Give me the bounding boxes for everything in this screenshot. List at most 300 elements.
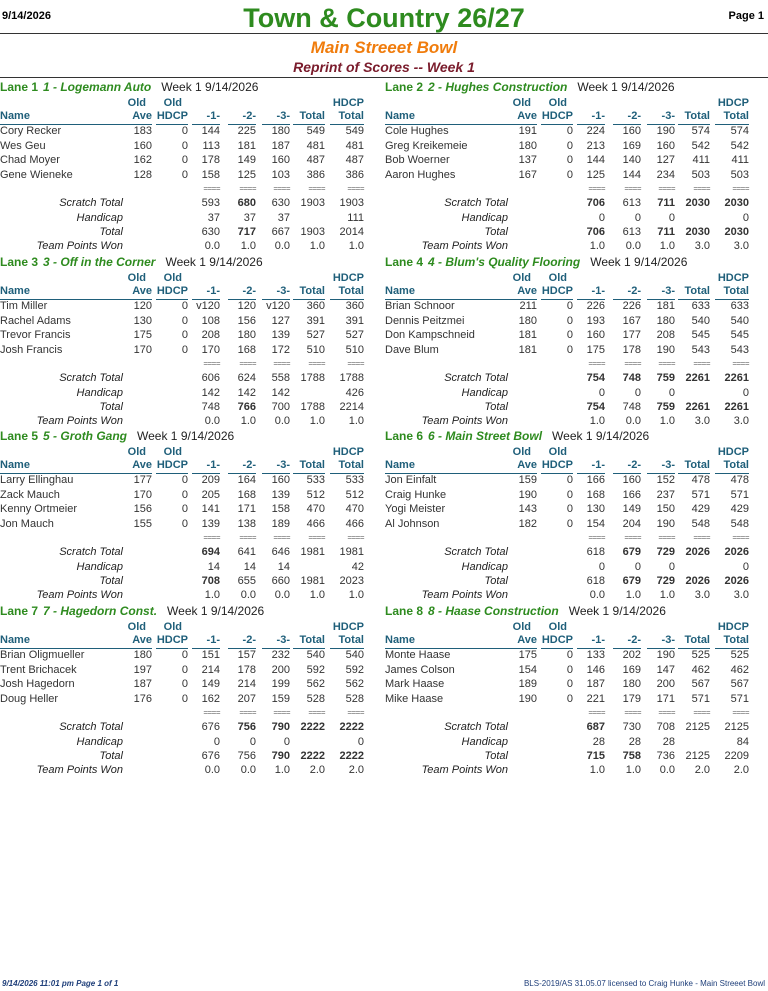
scratch-g1: 676 — [201, 721, 220, 733]
lane-number: Lane 2 — [385, 80, 424, 94]
bowler-g3: 237 — [656, 488, 675, 501]
bowler-g1: 166 — [586, 474, 605, 486]
col-game3-header: -3- — [262, 110, 290, 125]
handicap-label: Handicap — [76, 212, 123, 224]
scratch-g3: 708 — [656, 721, 675, 733]
bowler-g3: 181 — [656, 300, 675, 312]
bowler-ave: 182 — [518, 517, 537, 530]
handicap-label: Handicap — [461, 736, 508, 748]
lane-number: Lane 3 — [0, 255, 39, 269]
bowler-g3: 200 — [271, 663, 290, 676]
scratch-g3: 646 — [271, 546, 290, 558]
col-name-header: Name — [0, 634, 124, 649]
bowler-tot: 571 — [691, 692, 710, 705]
bowler-hdcp: 0 — [566, 125, 573, 137]
bowler-g1: v120 — [196, 300, 220, 312]
scratch-tot: 2026 — [685, 546, 710, 558]
handicap-htot: 111 — [347, 212, 364, 224]
bowler-name: Mark Haase — [385, 678, 445, 690]
points-g3: 1.0 — [659, 240, 675, 252]
bowler-g1: 146 — [586, 663, 605, 676]
bowler-hdcp: 0 — [566, 488, 573, 501]
points-tot: 3.0 — [694, 415, 710, 427]
bowler-htot: 391 — [345, 314, 364, 327]
bowler-htot: 542 — [730, 139, 749, 152]
bowler-g2: 180 — [237, 329, 256, 341]
separator: ==== — [239, 533, 256, 542]
bowler-g2: 204 — [622, 517, 641, 530]
handicap-g2: 0 — [634, 561, 641, 573]
bowler-name: Don Kampschneid — [385, 329, 475, 341]
bowler-ave: 176 — [133, 692, 152, 705]
col-old-hdcp-header: Old — [163, 446, 182, 458]
col-name-header: Name — [385, 459, 509, 474]
scratch-label: Scratch Total — [444, 372, 508, 384]
bowler-g2: 171 — [237, 503, 256, 515]
total-g2: 756 — [237, 750, 256, 762]
bowler-ave: 175 — [518, 649, 537, 661]
bowler-g2: 169 — [622, 663, 641, 676]
bowler-tot: 567 — [691, 678, 710, 690]
separator: ==== — [732, 708, 749, 717]
points-g1: 0.0 — [204, 764, 220, 776]
separator: ==== — [588, 708, 605, 717]
col-game2-header: -2- — [613, 110, 641, 125]
bowler-htot: 478 — [730, 474, 749, 486]
col-old-hdcp-header: Old — [163, 97, 182, 109]
bowler-g1: 178 — [201, 154, 220, 166]
lane-header — [385, 604, 666, 618]
scratch-htot: 1788 — [339, 372, 364, 384]
bowler-g2: 225 — [237, 125, 256, 137]
col-hdcp-total2-header: Total — [715, 285, 749, 300]
col-game3-header: -3- — [647, 110, 675, 125]
points-label: Team Points Won — [421, 764, 508, 776]
bowler-g2: 156 — [237, 314, 256, 327]
handicap-g1: 0 — [598, 212, 605, 224]
bowler-hdcp: 0 — [181, 168, 188, 181]
bowler-g3: 160 — [271, 154, 290, 166]
bowler-htot: 540 — [345, 649, 364, 661]
bowler-g2: 120 — [237, 300, 256, 312]
bowler-ave: 187 — [133, 678, 152, 690]
col-ave-header: Ave — [509, 634, 537, 649]
scratch-g1: 606 — [201, 372, 220, 384]
separator: ==== — [588, 359, 605, 368]
total-g3: 700 — [271, 401, 290, 413]
week-date: Week 1 9/14/2026 — [137, 429, 235, 443]
bowler-g3: 160 — [271, 474, 290, 486]
bowler-tot: 512 — [306, 488, 325, 501]
bowler-g3: 232 — [271, 649, 290, 661]
col-total-header: Total — [678, 459, 710, 474]
total-label: Total — [99, 575, 123, 587]
bowler-g1: 160 — [586, 329, 605, 341]
lane-block — [385, 429, 757, 603]
bowler-g3: 139 — [271, 488, 290, 501]
bowler-name: Wes Geu — [0, 139, 46, 152]
bowler-hdcp: 0 — [181, 154, 188, 166]
team-name: 5 - Groth Gang — [43, 429, 128, 443]
col-name-header: Name — [0, 285, 124, 300]
separator: ==== — [203, 359, 220, 368]
bowler-ave: 137 — [518, 154, 537, 166]
col-total-header: Total — [293, 459, 325, 474]
bowler-g3: 171 — [656, 692, 675, 705]
bowler-hdcp: 0 — [566, 168, 573, 181]
points-label: Team Points Won — [36, 589, 123, 601]
separator: ==== — [588, 184, 605, 193]
scratch-g1: 754 — [586, 372, 605, 384]
handicap-g2: 0 — [249, 736, 256, 748]
bowler-g3: 189 — [271, 517, 290, 530]
col-game2-header: -2- — [613, 634, 641, 649]
lane-number: Lane 5 — [0, 429, 39, 443]
bowler-htot: 386 — [345, 168, 364, 181]
bowler-name: Trevor Francis — [0, 329, 71, 341]
bowler-name: Brian Schnoor — [385, 300, 455, 312]
handicap-htot: 0 — [742, 212, 749, 224]
bowler-name: Larry Ellinghau — [0, 474, 74, 486]
handicap-htot: 426 — [345, 387, 364, 399]
bowler-hdcp: 0 — [181, 663, 188, 676]
scratch-g2: 680 — [237, 197, 256, 209]
bowler-tot: 478 — [691, 474, 710, 486]
total-g1: 706 — [586, 226, 605, 238]
points-g2: 1.0 — [240, 240, 256, 252]
center-name: Main Streeet Bowl — [310, 38, 458, 57]
total-label: Total — [484, 226, 508, 238]
week-date: Week 1 9/14/2026 — [590, 255, 688, 269]
bowler-hdcp: 0 — [566, 343, 573, 356]
lane-number: Lane 1 — [0, 80, 39, 94]
handicap-g3: 0 — [283, 736, 290, 748]
scratch-htot: 1903 — [339, 197, 364, 209]
scratch-label: Scratch Total — [59, 372, 123, 384]
bowler-ave: 190 — [518, 692, 537, 705]
bowler-g2: 168 — [237, 488, 256, 501]
handicap-tot — [285, 735, 325, 749]
col-ave-header: Ave — [124, 110, 152, 125]
total-htot: 2030 — [724, 226, 749, 238]
bowler-name: Aaron Hughes — [385, 168, 456, 181]
bowler-hdcp: 0 — [566, 503, 573, 515]
col-old-hdcp-header: Old — [163, 272, 182, 284]
handicap-g1: 37 — [207, 212, 220, 224]
handicap-g1: 0 — [598, 387, 605, 399]
scratch-tot: 1981 — [300, 546, 325, 558]
bowler-htot: 545 — [730, 329, 749, 341]
scratch-g2: 641 — [237, 546, 256, 558]
col-hdcp-header: HDCP — [156, 459, 188, 474]
bowler-ave: 180 — [518, 314, 537, 327]
lane-block — [0, 80, 372, 254]
handicap-g2: 14 — [243, 561, 256, 573]
separator: ==== — [624, 184, 641, 193]
bowler-htot: 510 — [345, 343, 364, 356]
col-total-header: Total — [293, 110, 325, 125]
bowler-tot: 543 — [691, 343, 710, 356]
bowler-g2: 138 — [237, 517, 256, 530]
col-hdcp-header: HDCP — [156, 285, 188, 300]
col-game2-header: -2- — [228, 459, 256, 474]
bowler-g2: 157 — [237, 649, 256, 661]
bowler-htot: 429 — [730, 503, 749, 515]
bowler-tot: 540 — [306, 649, 325, 661]
handicap-g3: 37 — [277, 212, 290, 224]
col-old-ave-header: Old — [127, 446, 146, 458]
scratch-g3: 790 — [271, 721, 290, 733]
col-old-ave-header: Old — [512, 446, 531, 458]
bowler-g3: 150 — [656, 503, 675, 515]
bowler-hdcp: 0 — [566, 474, 573, 486]
col-hdcp-total-header: HDCP — [717, 446, 749, 458]
bowler-name: Doug Heller — [0, 692, 59, 705]
bowler-g3: 199 — [271, 678, 290, 690]
bowler-g1: 168 — [586, 488, 605, 501]
col-game1-header: -1- — [577, 459, 605, 474]
col-old-hdcp-header: Old — [163, 621, 182, 633]
col-total-header: Total — [678, 285, 710, 300]
total-label: Total — [99, 226, 123, 238]
bowler-name: Yogi Meister — [385, 503, 446, 515]
bowler-g1: 144 — [201, 125, 220, 137]
scratch-g2: 624 — [237, 372, 256, 384]
scratch-tot: 2222 — [300, 721, 325, 733]
bowler-name: Tim Miller — [0, 300, 48, 312]
bowler-tot: 525 — [691, 649, 710, 661]
separator: ==== — [203, 708, 220, 717]
bowler-g1: 224 — [586, 125, 605, 137]
col-game2-header: -2- — [228, 110, 256, 125]
col-game3-header: -3- — [262, 459, 290, 474]
scratch-label: Scratch Total — [59, 721, 123, 733]
scratch-label: Scratch Total — [444, 197, 508, 209]
bowler-g3: 172 — [271, 343, 290, 356]
bowler-g3: 190 — [656, 125, 675, 137]
team-name: 2 - Hughes Construction — [428, 80, 568, 94]
bowler-tot: 548 — [691, 517, 710, 530]
bowler-htot: 470 — [345, 503, 364, 515]
col-old-ave-header: Old — [512, 97, 531, 109]
scratch-htot: 1981 — [339, 546, 364, 558]
separator: ==== — [203, 533, 220, 542]
handicap-tot — [670, 386, 710, 400]
bowler-htot: 411 — [731, 154, 749, 166]
col-game2-header: -2- — [228, 634, 256, 649]
bowler-hdcp: 0 — [566, 314, 573, 327]
scratch-tot: 2261 — [685, 372, 710, 384]
lane-header — [0, 604, 264, 618]
bowler-htot: 592 — [345, 663, 364, 676]
separator: ==== — [693, 359, 710, 368]
scratch-g2: 756 — [237, 721, 256, 733]
col-name-header: Name — [385, 285, 509, 300]
col-game1-header: -1- — [577, 634, 605, 649]
bowler-g1: 205 — [201, 488, 220, 501]
scratch-htot: 2125 — [724, 721, 749, 733]
week-date: Week 1 9/14/2026 — [165, 255, 263, 269]
separator: ==== — [347, 359, 364, 368]
scratch-g1: 694 — [201, 546, 220, 558]
col-hdcp-total-header: HDCP — [332, 97, 364, 109]
points-g2: 0.0 — [625, 415, 641, 427]
separator: ==== — [273, 359, 290, 368]
bowler-g1: 214 — [201, 663, 220, 676]
handicap-label: Handicap — [461, 561, 508, 573]
bowler-g2: 144 — [622, 168, 641, 181]
team-name: 6 - Main Street Bowl — [428, 429, 543, 443]
total-g3: 667 — [271, 226, 290, 238]
bowler-hdcp: 0 — [566, 139, 573, 152]
bowler-tot: 429 — [691, 503, 710, 515]
handicap-g2: 142 — [237, 387, 256, 399]
handicap-tot — [285, 386, 325, 400]
bowler-tot: 411 — [692, 154, 710, 166]
bowler-g2: 140 — [622, 154, 641, 166]
separator: ==== — [239, 184, 256, 193]
handicap-g1: 0 — [598, 561, 605, 573]
col-old-hdcp-header: Old — [548, 446, 567, 458]
lane-number: Lane 6 — [385, 429, 424, 443]
points-tot: 3.0 — [694, 240, 710, 252]
bowler-tot: 462 — [691, 663, 710, 676]
lane-header — [385, 80, 675, 94]
handicap-label: Handicap — [76, 387, 123, 399]
lane-header — [385, 429, 649, 443]
scratch-tot: 1788 — [300, 372, 325, 384]
bowler-g3: 234 — [656, 168, 675, 181]
bowler-g2: 166 — [622, 488, 641, 501]
col-ave-header: Ave — [509, 285, 537, 300]
bowler-g1: 125 — [586, 168, 605, 181]
bowler-g1: 158 — [201, 168, 220, 181]
col-ave-header: Ave — [124, 634, 152, 649]
bowler-name: Jon Mauch — [0, 517, 54, 530]
bowler-htot: 549 — [345, 125, 364, 137]
bowler-name: Monte Haase — [385, 649, 451, 661]
report-title: Town & Country 26/27 — [243, 3, 525, 33]
header-rule — [0, 77, 768, 78]
lane-block — [385, 80, 757, 254]
col-game1-header: -1- — [192, 634, 220, 649]
bowler-tot: 391 — [306, 314, 325, 327]
top-rule — [0, 33, 768, 34]
handicap-g2: 0 — [634, 212, 641, 224]
bowler-g3: 208 — [656, 329, 675, 341]
bowler-ave: 211 — [519, 300, 537, 312]
lane-header — [0, 80, 258, 94]
col-old-ave-header: Old — [512, 621, 531, 633]
scratch-label: Scratch Total — [444, 546, 508, 558]
bowler-tot: 533 — [306, 474, 325, 486]
total-g3: 711 — [657, 226, 675, 238]
bowler-g1: 208 — [201, 329, 220, 341]
bowler-g1: 175 — [586, 343, 605, 356]
bowler-g3: 103 — [271, 168, 290, 181]
bowler-htot: 571 — [730, 488, 749, 501]
lane-block — [0, 255, 372, 429]
separator: ==== — [624, 359, 641, 368]
bowler-tot: 466 — [306, 517, 325, 530]
points-tot: 1.0 — [309, 415, 325, 427]
bowler-g3: 187 — [271, 139, 290, 152]
col-game2-header: -2- — [613, 459, 641, 474]
bowler-g3: 200 — [656, 678, 675, 690]
bowler-g1: 130 — [586, 503, 605, 515]
points-tot: 1.0 — [309, 240, 325, 252]
bowler-ave: 181 — [518, 343, 537, 356]
bowler-ave: 180 — [133, 649, 152, 661]
bowler-g2: 168 — [237, 343, 256, 356]
handicap-g3: 0 — [668, 387, 675, 399]
points-htot: 2.0 — [348, 764, 364, 776]
col-hdcp-header: HDCP — [156, 110, 188, 125]
col-name-header: Name — [0, 110, 124, 125]
bowler-name: Dave Blum — [385, 343, 439, 356]
bowler-tot: 481 — [306, 139, 325, 152]
handicap-htot: 0 — [742, 561, 749, 573]
bowler-name: Zack Mauch — [0, 488, 60, 501]
bowler-ave: 130 — [133, 314, 152, 327]
total-g2: 748 — [622, 401, 641, 413]
team-name: 1 - Logemann Auto — [43, 80, 152, 94]
bowler-g1: 113 — [202, 139, 220, 152]
bowler-g2: 177 — [622, 329, 641, 341]
scratch-htot: 2030 — [724, 197, 749, 209]
bowler-g2: 160 — [622, 474, 641, 486]
bowler-g2: 202 — [622, 649, 641, 661]
points-tot: 2.0 — [694, 764, 710, 776]
bowler-g2: 226 — [622, 300, 641, 312]
separator: ==== — [347, 184, 364, 193]
total-g2: 613 — [622, 226, 641, 238]
bowler-tot: 527 — [306, 329, 325, 341]
handicap-tot — [285, 211, 325, 225]
total-tot: 1981 — [300, 575, 325, 587]
scratch-g1: 593 — [201, 197, 220, 209]
bowler-g3: 152 — [656, 474, 675, 486]
total-g3: 790 — [271, 750, 290, 762]
bowler-htot: 571 — [730, 692, 749, 705]
bowler-ave: 180 — [518, 139, 537, 152]
bowler-htot: 633 — [730, 300, 749, 312]
bowler-name: Trent Brichacek — [0, 663, 77, 676]
scratch-g3: 711 — [657, 197, 675, 209]
bowler-name: Bob Woerner — [385, 154, 450, 166]
separator: ==== — [658, 184, 675, 193]
points-g2: 0.0 — [240, 589, 256, 601]
bowler-g1: 154 — [586, 517, 605, 530]
bowler-g2: 167 — [622, 314, 641, 327]
bowler-hdcp: 0 — [181, 649, 188, 661]
separator: ==== — [624, 708, 641, 717]
lane-block — [385, 604, 757, 778]
points-g1: 0.0 — [204, 415, 220, 427]
bowler-hdcp: 0 — [566, 692, 573, 705]
col-ave-header: Ave — [124, 459, 152, 474]
col-hdcp-total-header: HDCP — [717, 97, 749, 109]
scratch-htot: 2261 — [724, 372, 749, 384]
points-label: Team Points Won — [421, 415, 508, 427]
col-hdcp-header: HDCP — [541, 634, 573, 649]
handicap-g1: 142 — [201, 387, 220, 399]
bowler-htot: 540 — [730, 314, 749, 327]
total-htot: 2261 — [724, 401, 749, 413]
bowler-tot: 540 — [691, 314, 710, 327]
col-hdcp-total2-header: Total — [330, 459, 364, 474]
points-g3: 0.0 — [274, 415, 290, 427]
